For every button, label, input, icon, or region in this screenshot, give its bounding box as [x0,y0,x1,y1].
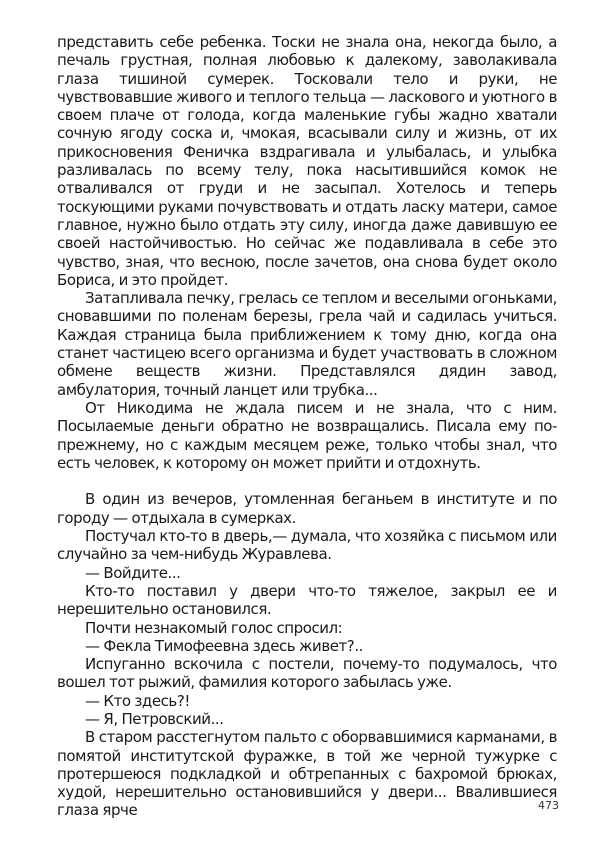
dialogue-line: — Кто здесь?! [85,691,190,710]
paragraph: От Никодима не ждала писем и не знала, что с ним. Посылаемые деньги обратно не возвращались. Писала ему по-прежнему, но с каждым месяцем реже, только чтобы знал, что есть человек, к которому он может прийти и отдохнуть. [57,398,557,472]
paragraph: Затапливала печку, грелась се теплом и веселыми огоньками, сновавшими по поленам березы, грела чай и садилась учиться. Каждая страница была приближением к тому дню, когда она станет частицею всего организма и будет участвовать в сложном обмене веществ жизни. Представлялся дядин завод, амбулатория, точный ланцет или трубка... [57,289,557,399]
paragraph: Кто-то поставил у двери что-то тяжелое, закрыл ее и нерешительно остановился. [57,581,557,619]
paragraph: Испуганно вскочила с постели, почему-то подумалось, что вошел тот рыжий, фамилия которого забылась уже. [57,655,557,692]
paragraph: Постучал кто-то в дверь,— думала, что хозяйка с письмом или случайно за чем-нибудь Журавлева. [57,527,557,564]
dialogue-line: — Я, Петровский... [85,709,224,728]
paragraph-continued: представить себе ребенка. Тоски не знала она, некогда было, а печаль грустная, полная любовью к далекому, заволакивала глаза тишиной сумерек. Тосковали тело и руки, не чувствовавшие живого и теплого тельца — ласкового и уютного в своем плаче от голода, когда маленькие губы жадно хватали сочную ягоду соска и, чмокая, всасывали силу и жизнь, от их прикосновения Феничка вздрагивала и улыбалась, и улыбка разливалась по всему телу, пока насытившийся комок не отваливался от груди и не засыпал. Хотелось и теперь тоскующими руками почувствовать и отдать ласку матери, самое главное, нужно было отдать эту силу, иногда даже давившую ее своей настойчивостью. Но сейчас же подавливала в себе это чувство, зная, что весною, после зачетов, она снова будет около Бориса, и это пройдет. [57,33,557,289]
page-number: 473 [538,799,559,812]
dialogue-line: — Войдите... [85,563,181,582]
page-body-text [57,33,557,820]
paragraph: В старом расстегнутом пальто с оборвавшимися карманами, в помятой институтской фуражке, в той же черной тужурке с протершеюся подкладкой и обтрепанных с бахромой брюках, худой, нерешительно остановившийся у двери... Ввалившиеся глаза ярче [57,728,557,820]
paragraph-section-start: В один из вечеров, утомленная беганьем в институте и по городу — отдыхала в сумерках. [57,490,557,527]
paragraph: Почти незнакомый голос спросил: [85,618,343,637]
dialogue-line: — Фекла Тимофеевна здесь живет?.. [85,636,363,655]
